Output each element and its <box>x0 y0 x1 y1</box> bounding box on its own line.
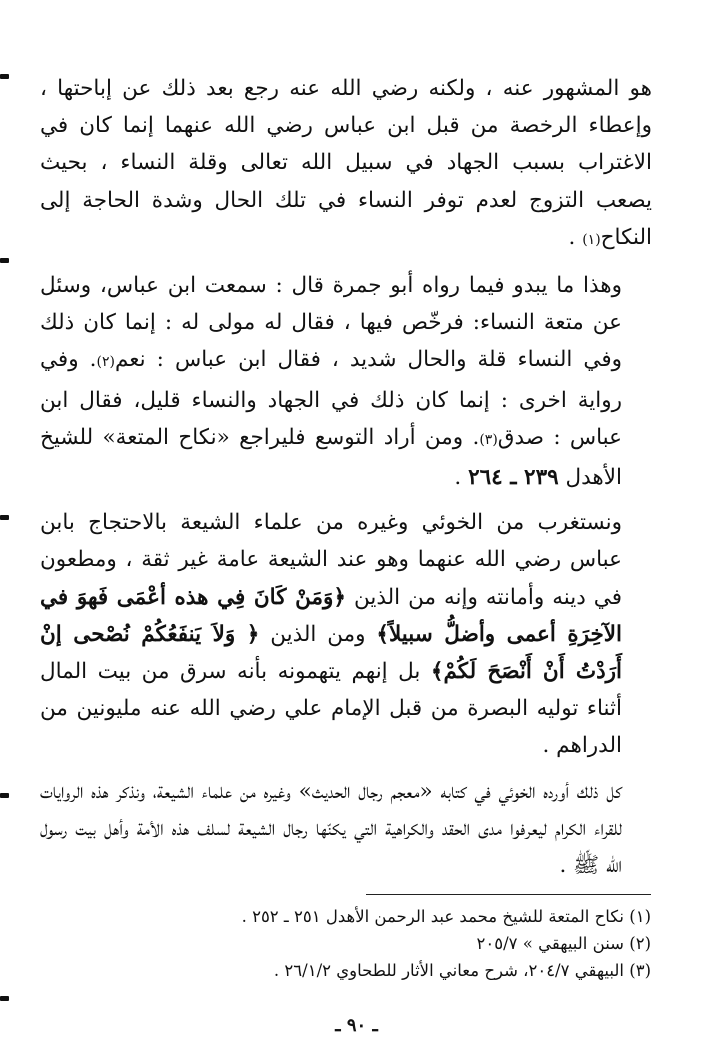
scan-edge-mark <box>0 996 9 1001</box>
quran-verse: ﴿ وَلاَ يَنفَعُكُمْ نُصْحى إنْ أَرَدْتُ أَنْ أَنْصَحَ لَكُمْ﴾ <box>40 621 622 685</box>
paragraph-3 <box>40 504 652 764</box>
scan-edge-mark <box>0 74 9 79</box>
page-number: ـ ٩٠ ـ <box>335 1015 378 1036</box>
quran-verse: ﴿وَمَنْ كَانَ فِي هذه أعْمَى فَهوَ في الآخِرَةِ أعمى وأضلُّ سبيلاً﴾ <box>40 584 622 647</box>
page-range: ٢٣٩ ـ ٢٦٤ <box>468 465 559 491</box>
salutation-glyph: ﷺ <box>573 853 600 879</box>
footnote-1: (١) نكاح المتعة للشيخ محمد عبد الرحمن الأهدل ٢٥١ ـ ٢٥٢ . <box>241 907 651 926</box>
main-text <box>40 70 652 884</box>
paragraph-text: ونستغرب من الخوئي وغيره من علماء الشيعة بالاحتجاج بابن عباس رضي الله عنهما وهو عند الشيعة عامة غير ثقة ، ومطعون في دينه وأمانته وإنه من الذين <box>40 510 622 610</box>
paragraph-text: . ومن أراد التوسع فليراجع «نكاح المتعة» للشيخ الأهدل <box>40 424 622 491</box>
paragraph-2 <box>40 267 652 496</box>
paragraph-4 <box>40 773 652 885</box>
paragraph-text: ومن الذين <box>259 621 377 647</box>
paragraph-text: هو المشهور عنه ، ولكنه رضي الله عنه رجع بعد ذلك عن إباحتها ، وإعطاء الرخصة من قبل ابن عباس رضي الله عنهما إنما كان في الاغتراب بسبب الجهاد في سبيل الله تعالى وقلة النساء ، بحيث يصعب التزوج لعدم توفر النساء في تلك الحال وشدة الحاجة إلى النكاح <box>40 76 652 250</box>
footnote-divider <box>366 894 651 895</box>
scan-edge-mark <box>0 793 9 798</box>
scan-edge-mark <box>0 515 9 520</box>
paragraph-text: وهذا ما يبدو فيما رواه أبو جمرة قال : سمعت ابن عباس، وسئل عن متعة النساء: فرخّص فيها ، فقال له مولى له : إنما كان ذلك وفي النساء قلة والحال شديد ، فقال ابن عباس : نعم <box>40 273 623 373</box>
footnote-2: (٢) سنن البيهقي » ٢٠٥/٧ <box>476 934 651 953</box>
paragraph-text: بل إنهم يتهمونه بأنه سرق من بيت المال أثناء توليه البصرة من قبل الإمام علي رضي الله عنه مليونين من الدراهم . <box>40 659 622 759</box>
paragraph-1 <box>40 70 652 259</box>
scan-edge-mark <box>0 258 9 263</box>
period: . <box>559 853 574 879</box>
period: . <box>454 465 469 491</box>
footnote-3: (٣) البيهقي ٢٠٤/٧، شرح معاني الأثار للطحاوي ٢٦/١/٢ . <box>273 961 651 980</box>
footnote-ref-1: (١) <box>582 231 601 248</box>
footnotes <box>51 903 651 984</box>
period: . <box>568 224 583 250</box>
paragraph-text: كل ذلك أورده الخوئي في كتابه «معجم رجال الحديث» وغيره من علماء الشيعة، ونذكر هذه الروايات للقراء الكرام ليعرفوا مدى الحقد والكراهية التي يكنّها رجال الشيعة لسلف هذه الأمة وأهل بيت رسول الله <box>40 778 622 879</box>
footnote-ref-2: (٢) <box>96 354 115 371</box>
paragraph-text: . وفي رواية اخرى : إنما كان ذلك في الجهاد والنساء قليل، فقال ابن عباس : صدق <box>40 347 622 450</box>
footnote-ref-3: (٣) <box>479 431 498 448</box>
